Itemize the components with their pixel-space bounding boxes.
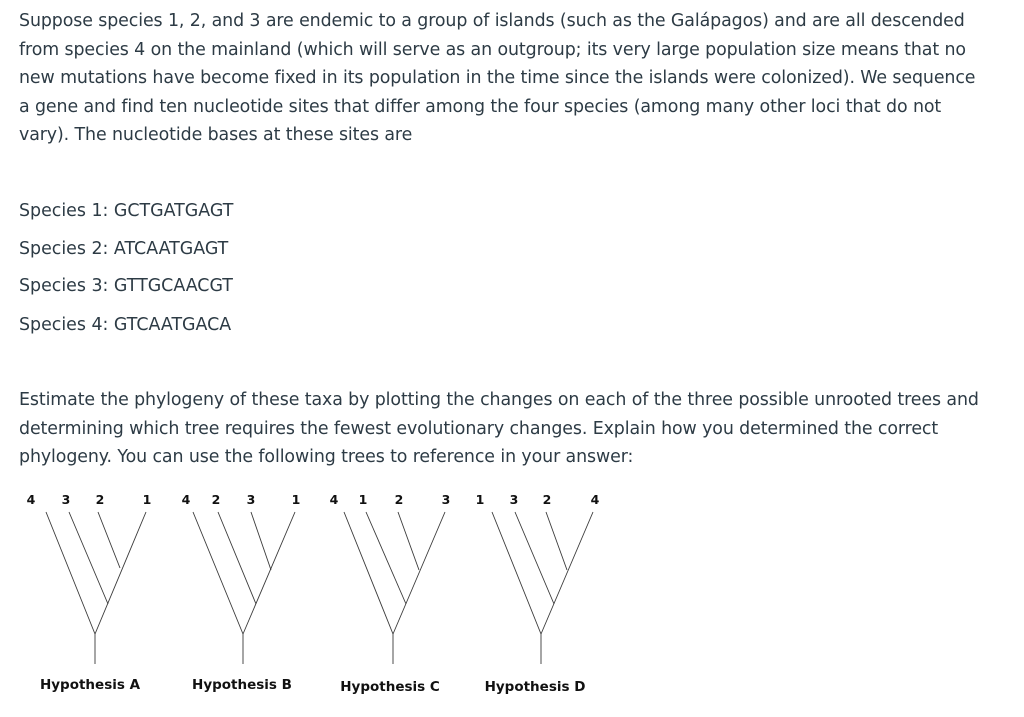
- tree-d-branch: [546, 512, 567, 570]
- tree-a-label: Hypothesis A: [39, 677, 141, 693]
- tree-c-branch: [366, 512, 406, 604]
- tree-b-tip-1: 4: [181, 492, 191, 507]
- tree-b-tip-3: 3: [246, 492, 256, 507]
- tree-d-branch: [515, 512, 554, 604]
- tree-d-tip-4: 4: [590, 492, 600, 507]
- question-intro: Suppose species 1, 2, and 3 are endemic to a group of islands (such as the Galápagos) and are all descended from species 4 on the mainland (which will serve as an outgroup; its very large population size means that no new mutations have become fixed in its population in the time since the islands were colonized). We sequence a gene and find ten nucleotide sites that differ among the four species (among many other loci that do not vary). The nucleotide bases at these sites are: [19, 11, 976, 145]
- tree-a-branch: [69, 512, 108, 604]
- tree-a-tip-1: 4: [26, 492, 36, 507]
- tree-c-tip-1: 4: [329, 492, 339, 507]
- tree-c-branch: [398, 512, 419, 570]
- tree-b-branch: [251, 512, 271, 570]
- tree-b-tip-4: 1: [291, 492, 301, 507]
- tree-d-branch: [541, 512, 593, 634]
- tree-a-branch: [98, 512, 120, 568]
- tree-b-tip-2: 2: [211, 492, 221, 507]
- sequence-species-1: Species 1: GCTGATGAGT: [19, 201, 234, 221]
- sequence-species-3: Species 3: GTTGCAACGT: [19, 276, 233, 296]
- tree-c-tip-2: 1: [358, 492, 368, 507]
- tree-d-label: Hypothesis D: [484, 679, 586, 695]
- tree-b-branch: [243, 512, 295, 634]
- tree-c-label: Hypothesis C: [340, 679, 440, 695]
- tree-a-tip-2: 3: [61, 492, 71, 507]
- sequence-species-4: Species 4: GTCAATGACA: [19, 315, 232, 335]
- question-instruction: Estimate the phylogeny of these taxa by plotting the changes on each of the three possible unrooted trees and determining which tree requires the fewest evolutionary changes. Explain how you determined the correct phylogeny. You can use the following trees to reference in your answer:: [19, 390, 979, 467]
- tree-hypothesis-a: [27, 492, 152, 693]
- tree-a-tip-3: 2: [95, 492, 105, 507]
- tree-c-branch: [344, 512, 393, 634]
- tree-c-tip-4: 3: [441, 492, 451, 507]
- tree-hypothesis-b: [182, 492, 301, 693]
- sequence-species-2: Species 2: ATCAATGAGT: [19, 239, 229, 259]
- tree-d-tip-1: 1: [475, 492, 485, 507]
- tree-d-tip-2: 3: [509, 492, 519, 507]
- tree-hypothesis-c: [330, 492, 451, 695]
- tree-a-branch: [46, 512, 95, 634]
- tree-c-tip-3: 2: [394, 492, 404, 507]
- phylogeny-trees-figure: [0, 486, 1024, 706]
- tree-a-branch: [95, 512, 146, 634]
- tree-c-branch: [393, 512, 445, 634]
- tree-d-tip-3: 2: [542, 492, 552, 507]
- tree-b-label: Hypothesis B: [192, 677, 292, 693]
- tree-b-branch: [193, 512, 243, 634]
- tree-d-branch: [492, 512, 541, 634]
- tree-b-branch: [218, 512, 256, 604]
- phylogeny-trees-svg: [0, 486, 1024, 706]
- tree-a-tip-4: 1: [142, 492, 152, 507]
- tree-hypothesis-d: [476, 492, 600, 695]
